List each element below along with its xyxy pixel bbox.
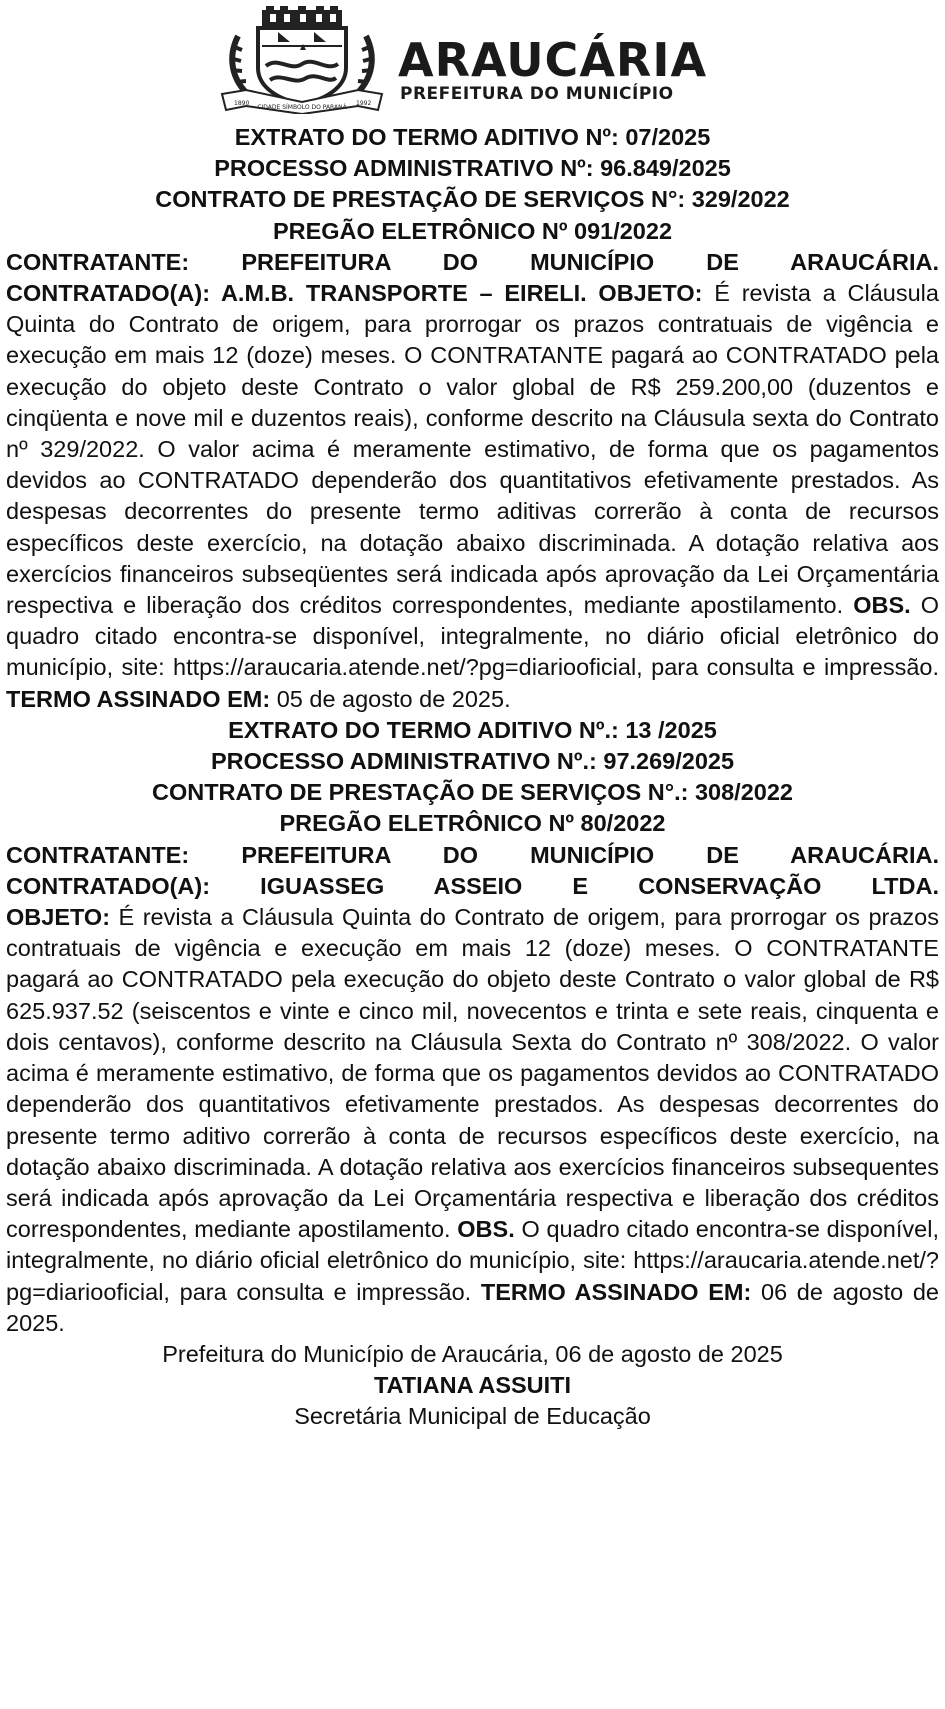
extract-1-contratado: CONTRATADO(A): A.M.B. TRANSPORTE – EIRELI. <box>6 280 587 307</box>
extract-1-objeto-text: É revista a Cláusula Quinta do Contrato de origem, para prorrogar os prazos contratuais de vigência e execução em mais 12 (doze) meses. O CONTRATANTE pagará ao CONTRATADO pela execução do objeto deste Contrato o valor global de R$ 259.200,00 (duzentos e cinqüenta e nove mil e duzentos reais), conforme descrito na Cláusula sexta do Contrato nº 329/2022. O valor acima é meramente estimativo, de forma que os pagamentos devidos ao CONTRATADO dependerão dos quantitativos efetivamente prestados. As despesas decorrentes do presente termo aditivas correrão à conta de recursos específicos deste exercício, na dotação abaixo discriminada. A dotação relativa aos exercícios financeiros subseqüentes será indicada após aprovação da Lei Orçamentária respectiva e liberação dos créditos correspondentes, mediante apostilamento. <box>6 280 939 619</box>
extract-2-contract: CONTRATO DE PRESTAÇÃO DE SERVIÇOS N°.: 308/2022 <box>151 779 793 806</box>
extract-1-obs-label: OBS. <box>853 592 911 619</box>
extract-2-process: PROCESSO ADMINISTRATIVO Nº.: 97.269/2025 <box>210 748 735 775</box>
brand-subtitle: PREFEITURA DO MUNICÍPIO <box>400 84 674 104</box>
signer-name: TATIANA ASSUITI <box>373 1372 572 1399</box>
extract-2-obs-label: OBS. <box>457 1216 515 1243</box>
coat-of-arms-logo <box>218 6 386 114</box>
extract-2-title: EXTRATO DO TERMO ADITIVO Nº.: 13 /2025 <box>228 716 717 743</box>
extract-1-contratante-text: CONTRATANTE: PREFEITURA DO MUNICÍPIO DE ARAUCÁRIA. <box>6 248 939 275</box>
extract-1-objeto-label: OBJETO: <box>598 280 703 307</box>
document-body <box>6 122 939 1433</box>
extract-1-termo-label: TERMO ASSINADO EM: <box>6 685 271 712</box>
extract-2-contratante <box>6 840 939 871</box>
signature-block <box>6 1339 939 1433</box>
extract-2-objeto-text: É revista a Cláusula Quinta do Contrato de origem, para prorrogar os prazos contratuais de vigência e execução em mais 12 (doze) meses. O CONTRATANTE pagará ao CONTRATADO pela execução do objeto deste Contrato o valor global de R$ 625.937.52 (seiscentos e vinte e cinco mil, novecentos e trinta e sete reais, cinquenta e dois centavos), conforme descrito na Cláusula Sexta do Contrato nº 308/2022. O valor acima é meramente estimativo, de forma que os pagamentos devidos ao CONTRATADO dependerão dos quantitativos efetivamente prestados. As despesas decorrentes do presente termo aditivo correrão à conta de recursos específicos deste exercício, na dotação abaixo discriminada. A dotação relativa aos exercícios financeiros subsequentes será indicada após aprovação da Lei Orçamentária respectiva e liberação dos créditos correspondentes, mediante apostilamento. <box>6 904 939 1243</box>
extract-2-termo-label: TERMO ASSINADO EM: <box>480 1278 752 1305</box>
svg-text:1890: 1890 <box>234 100 250 107</box>
extract-1-title: EXTRATO DO TERMO ADITIVO Nº: 07/2025 <box>234 124 711 150</box>
extract-1-process: PROCESSO ADMINISTRATIVO Nº: 96.849/2025 <box>214 155 731 182</box>
extract-2 <box>6 715 939 1339</box>
brand-block <box>398 33 758 104</box>
place-date: Prefeitura do Município de Araucária, 06 de agosto de 2025 <box>162 1340 783 1367</box>
extract-1 <box>6 122 939 715</box>
extract-2-contratado-text: CONTRATADO(A): IGUASSEG ASSEIO E CONSERVAÇÃO LTDA. <box>6 872 939 899</box>
extract-1-contract: CONTRATO DE PRESTAÇÃO DE SERVIÇOS N°: 329/2022 <box>155 186 790 213</box>
document-header <box>6 0 939 122</box>
extract-1-body <box>6 278 939 715</box>
brand-name: ARAUCÁRIA <box>398 33 708 87</box>
extract-1-obs-text: O quadro citado encontra-se disponível, integralmente, no diário oficial eletrônico do município, site: https://araucaria.atende.net/?pg=diariooficial, para consulta e impressão. <box>6 592 939 681</box>
extract-2-contratante-text: CONTRATANTE: PREFEITURA DO MUNICÍPIO DE ARAUCÁRIA. <box>6 841 939 868</box>
extract-2-contratado <box>6 871 939 902</box>
extract-1-pregao: PREGÃO ELETRÔNICO Nº 091/2022 <box>272 217 673 244</box>
extract-2-objeto-label: OBJETO: <box>6 904 111 931</box>
svg-text:1992: 1992 <box>356 100 372 107</box>
extract-2-body <box>6 902 939 1339</box>
signer-role: Secretária Municipal de Educação <box>294 1403 651 1430</box>
extract-2-obs-text: O quadro citado encontra-se disponível, integralmente, no diário oficial eletrônico do município, site: https://araucaria.atende.net/?pg=diariooficial, para consulta e impressão. <box>6 1216 939 1305</box>
extract-2-termo-date: 06 de agosto de 2025. <box>6 1278 939 1336</box>
extract-1-contratante <box>6 247 939 278</box>
extract-2-pregao: PREGÃO ELETRÔNICO Nº 80/2022 <box>279 810 666 837</box>
extract-1-termo-date: 05 de agosto de 2025. <box>270 685 511 712</box>
svg-text:CIDADE SÍMBOLO DO PARANÁ: CIDADE SÍMBOLO DO PARANÁ <box>257 104 347 111</box>
